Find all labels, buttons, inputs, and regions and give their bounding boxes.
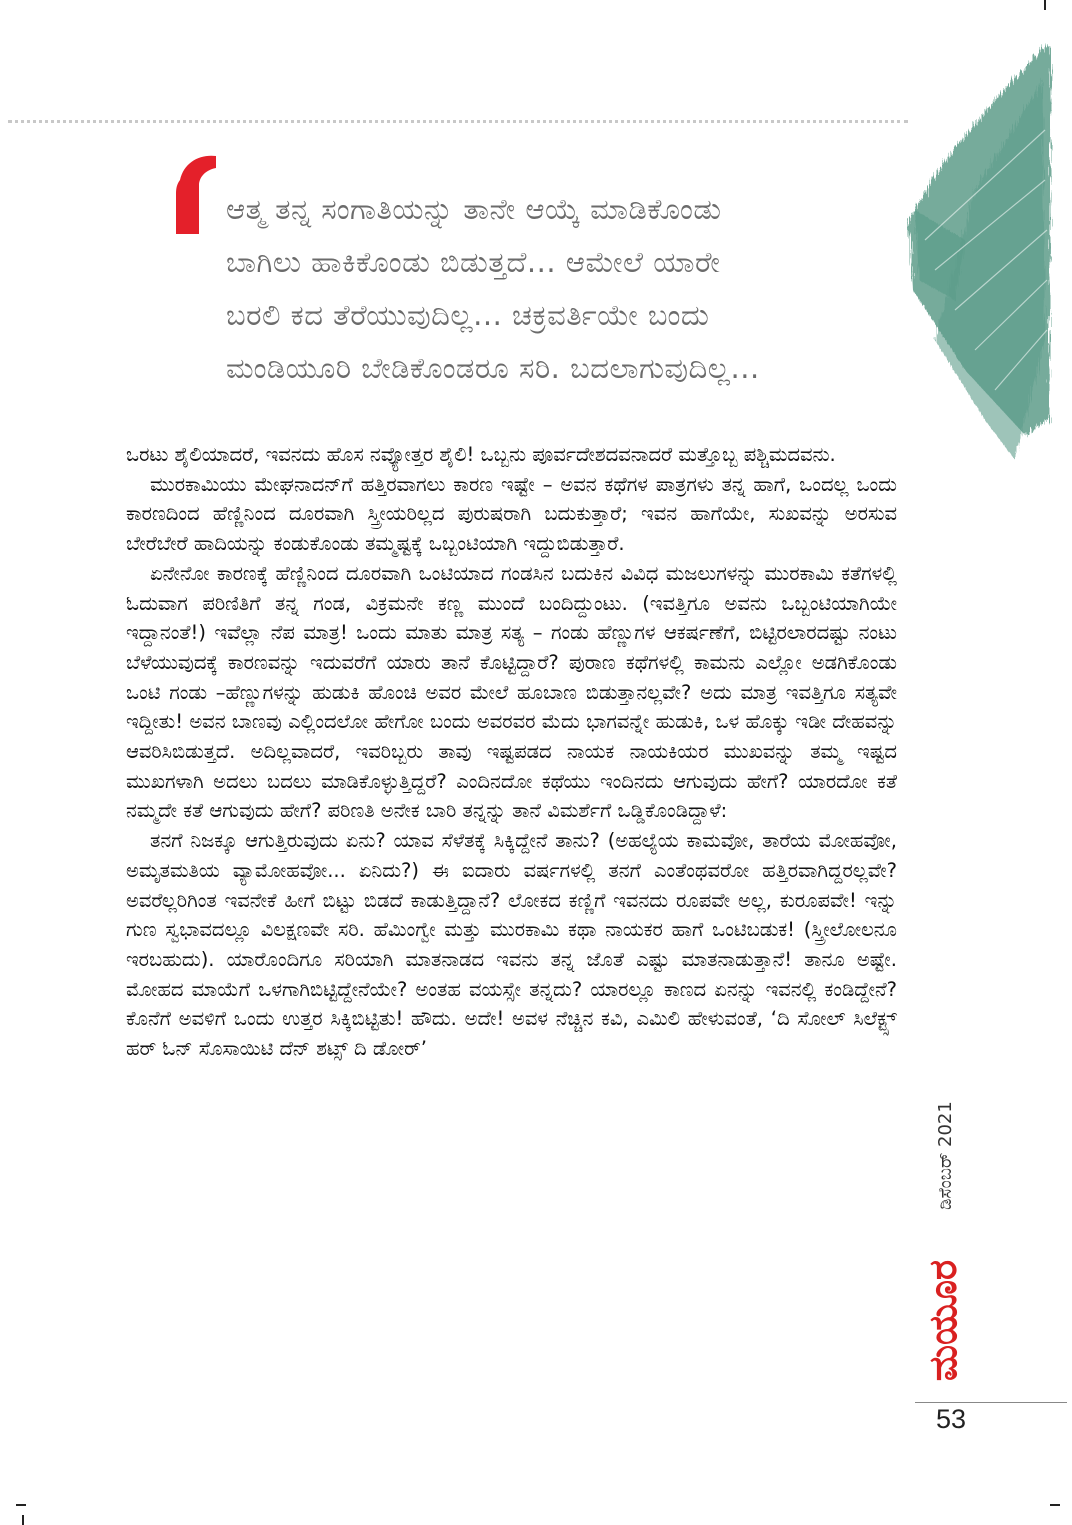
issue-date <box>925 1080 965 1230</box>
pull-quote-line: ಬಾಗಿಲು ಹಾಕಿಕೊಂಡು ಬಿಡುತ್ತದೆ... ಆಮೇಲೆ ಯಾರೇ <box>226 245 721 279</box>
pull-quote-line: ಬರಲಿ ಕದ ತೆರೆಯುವುದಿಲ್ಲ... ಚಕ್ರವರ್ತಿಯೇ ಬಂದು <box>226 298 710 332</box>
magazine-logo <box>919 1230 969 1410</box>
paragraph: ಏನೇನೋ ಕಾರಣಕ್ಕೆ ಹೆಣ್ಣಿನಿಂದ ದೂರವಾಗಿ ಒಂಟಿಯಾದ ಗಂಡಸಿನ ಬದುಕಿನ ವಿವಿಧ ಮಜಲುಗಳನ್ನು ಮುರಕಾಮಿ ಕತೆಗಳಲ್ಲಿ ಓದುವಾಗ ಪರಿಣಿತಿಗೆ ತನ್ನ ಗಂಡ, ವಿಕ್ರಮನೇ ಕಣ್ಣ ಮುಂದೆ ಬಂದಿದ್ದುಂಟು. (ಇವತ್ತಿಗೂ ಅವನು ಒಬ್ಬಂಟಿಯಾಗಿಯೇ ಇದ್ದಾನಂತೆ!) ಇವೆಲ್ಲಾ ನೆಪ ಮಾತ್ರ! ಒಂದು ಮಾತು ಮಾತ್ರ ಸತ್ಯ – ಗಂಡು ಹೆಣ್ಣುಗಳ ಆಕರ್ಷಣೆಗೆ, ಬಿಟ್ಟಿರಲಾರದಷ್ಟು ನಂಟು ಬೆಳೆಯುವುದಕ್ಕೆ ಕಾರಣವನ್ನು ಇದುವರೆಗೆ ಯಾರು ತಾನೆ ಕೊಟ್ಟಿದ್ದಾರೆ? ಪುರಾಣ ಕಥೆಗಳಲ್ಲಿ ಕಾಮನು ಎಲ್ಲೋ ಅಡಗಿಕೊಂಡು ಒಂಟಿ ಗಂಡು –ಹೆಣ್ಣುಗಳನ್ನು ಹುಡುಕಿ ಹೊಂಚಿ ಅವರ ಮೇಲೆ ಹೂಬಾಣ ಬಿಡುತ್ತಾನಲ್ಲವೇ? ಅದು ಮಾತ್ರ ಇವತ್ತಿಗೂ ಸತ್ಯವೇ ಇದ್ದೀತು! ಅವನ ಬಾಣವು ಎಲ್ಲಿಂದಲೋ ಹೇಗೋ ಬಂದು ಅವರವರ ಮೆದು ಭಾಗವನ್ನೇ ಹುಡುಕಿ, ಒಳ ಹೊಕ್ಕು ಇಡೀ ದೇಹವನ್ನು ಆವರಿಸಿಬಿಡುತ್ತದೆ. ಅದಿಲ್ಲವಾದರೆ, ಇವರಿಬ್ಬರು ತಾವು ಇಷ್ಟಪಡದ ನಾಯಕ ನಾಯಕಿಯರ ಮುಖವನ್ನು ತಮ್ಮ ಇಷ್ಟದ ಮುಖಗಳಾಗಿ ಅದಲು ಬದಲು ಮಾಡಿಕೊಳ್ಳುತ್ತಿದ್ದರೆ? ಎಂದಿನದೋ ಕಥೆಯು ಇಂದಿನದು ಆಗುವುದು ಹೇಗೆ? ಯಾರದೋ ಕತೆ ನಮ್ಮದೇ ಕತೆ ಆಗುವುದು ಹೇಗೆ? ಪರಿಣತಿ ಅನೇಕ ಬಾರಿ ತನ್ನನ್ನು ತಾನೆ ವಿಮರ್ಶೆಗೆ ಒಡ್ಡಿಕೊಂಡಿದ್ದಾಳೆ: <box>126 561 897 823</box>
pull-quote-line: ಆತ್ಮ ತನ್ನ ಸಂಗಾತಿಯನ್ನು ತಾನೇ ಆಯ್ಕೆ ಮಾಡಿಕೊಂಡು <box>226 192 722 226</box>
article-body <box>126 440 897 1064</box>
crop-mark <box>1044 0 1046 10</box>
paragraph: ಒರಟು ಶೈಲಿಯಾದರೆ, ಇವನದು ಹೊಸ ನವ್ಯೋತ್ತರ ಶೈಲಿ! ಒಬ್ಬನು ಪೂರ್ವದೇಶದವನಾದರೆ ಮತ್ತೊಬ್ಬ ಪಶ್ಚಿಮದವನು. <box>126 443 836 466</box>
paragraph: ಮುರಕಾಮಿಯು ಮೇಘನಾದನ್‌ಗೆ ಹತ್ತಿರವಾಗಲು ಕಾರಣ ಇಷ್ಟೇ – ಅವನ ಕಥೆಗಳ ಪಾತ್ರಗಳು ತನ್ನ ಹಾಗೆ, ಒಂದಲ್ಲ ಒಂದು ಕಾರಣದಿಂದ ಹೆಣ್ಣಿನಿಂದ ದೂರವಾಗಿ ಸ್ತ್ರೀಯರಿಲ್ಲದ ಪುರುಷರಾಗಿ ಬದುಕುತ್ತಾರೆ; ಇವನ ಹಾಗೆಯೇ, ಸುಖವನ್ನು ಅರಸುವ ಬೇರೆಬೇರೆ ಹಾದಿಯನ್ನು ಕಂಡುಕೊಂಡು ತಮ್ಮಷ್ಟಕ್ಕೆ ಒಬ್ಬಂಟಿಯಾಗಿ ಇದ್ದುಬಿಡುತ್ತಾರೆ. <box>126 472 897 556</box>
paragraph: ತನಗೆ ನಿಜಕ್ಕೂ ಆಗುತ್ತಿರುವುದು ಏನು? ಯಾವ ಸೆಳೆತಕ್ಕೆ ಸಿಕ್ಕಿದ್ದೇನೆ ತಾನು? (ಅಹಲ್ಯೆಯ ಕಾಮವೋ, ತಾರೆಯ ಮೋಹವೋ, ಅಮೃತಮತಿಯ ವ್ಯಾಮೋಹವೋ... ಏನಿದು?) ಈ ಐದಾರು ವರ್ಷಗಳಲ್ಲಿ ತನಗೆ ಎಂತೆಂಥವರೋ ಹತ್ತಿರವಾಗಿದ್ದರಲ್ಲವೇ? ಅವರೆಲ್ಲರಿಗಿಂತ ಇವನೇಕೆ ಹೀಗೆ ಬಿಟ್ಟು ಬಿಡದೆ ಕಾಡುತ್ತಿದ್ದಾನೆ? ಲೋಕದ ಕಣ್ಣಿಗೆ ಇವನದು ರೂಪವೇ ಅಲ್ಲ, ಕುರೂಪವೇ! ಇನ್ನು ಗುಣ ಸ್ವಭಾವದಲ್ಲೂ ವಿಲಕ್ಷಣವೇ ಸರಿ. ಹೆಮಿಂಗ್ವೇ ಮತ್ತು ಮುರಕಾಮಿ ಕಥಾ ನಾಯಕರ ಹಾಗೆ ಒಂಟಿಬಡುಕ! (ಸ್ತ್ರೀಲೋಲನೂ ಇರಬಹುದು). ಯಾರೊಂದಿಗೂ ಸರಿಯಾಗಿ ಮಾತನಾಡದ ಇವನು ತನ್ನ ಜೊತೆ ಎಷ್ಟು ಮಾತನಾಡುತ್ತಾನೆ! ತಾನೂ ಅಷ್ಟೇ. ಮೋಹದ ಮಾಯೆಗೆ ಒಳಗಾಗಿಬಿಟ್ಟಿದ್ದೇನೆಯೇ? ಅಂತಹ ವಯಸ್ಸೇ ತನ್ನದು? ಯಾರಲ್ಲೂ ಕಾಣದ ಏನನ್ನು ಇವನಲ್ಲಿ ಕಂಡಿದ್ದೇನೆ? ಕೊನೆಗೆ ಅವಳಿಗೆ ಒಂದು ಉತ್ತರ ಸಿಕ್ಕಿಬಿಟ್ಟಿತು! ಹೌದು. ಅದೇ! ಅವಳ ನೆಚ್ಚಿನ ಕವಿ, ಎಮಿಲಿ ಹೇಳುವಂತೆ, ‘ದಿ ಸೋಲ್ ಸಿಲೆಕ್ಟ್ಸ್ ಹರ್ ಓನ್ ಸೊಸಾಯಿಟಿ ದೆನ್ ಶಟ್ಸ್ ದಿ ಡೋರ್’ <box>126 829 897 1061</box>
footer-rule <box>915 1402 1067 1403</box>
magazine-logo-text: ಮಯೂರ <box>921 1259 966 1381</box>
issue-date-text: ಡಿಸೆಂಬರ್ 2021 <box>934 1100 956 1210</box>
magazine-spine <box>921 1080 975 1410</box>
dotted-divider <box>8 120 908 123</box>
pull-quote-line: ಮಂಡಿಯೂರಿ ಬೇಡಿಕೊಂಡರೂ ಸರಿ. ಬದಲಾಗುವುದಿಲ್ಲ... <box>226 351 760 385</box>
quote-mark-icon <box>172 150 224 240</box>
page-number: 53 <box>936 1404 967 1434</box>
crop-mark <box>22 1515 24 1525</box>
crop-mark <box>1050 1504 1060 1506</box>
crop-mark <box>16 1504 26 1506</box>
pull-quote <box>226 183 896 395</box>
brush-stroke-decoration <box>905 40 1055 480</box>
